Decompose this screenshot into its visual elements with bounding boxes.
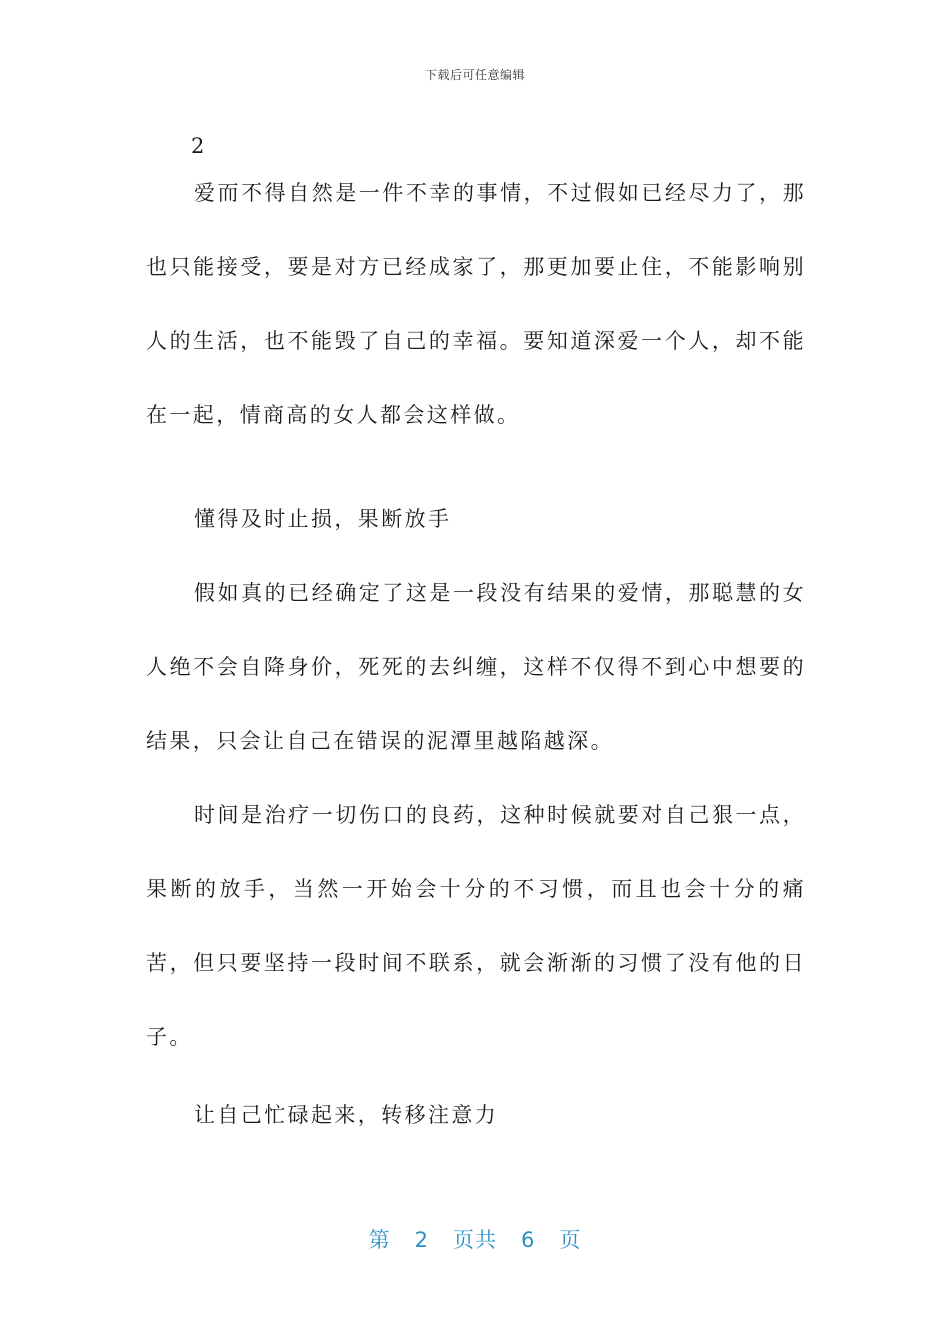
page-footer xyxy=(0,1224,950,1254)
paragraph-4: 时间是治疗一切伤口的良药，这种时候就要对自己狠一点，果断的放手，当然一开始会十分的不习惯，而且也会十分的痛苦，但只要坚持一段时间不联系，就会渐渐的习惯了没有他的日子。 xyxy=(146,803,806,1049)
paragraph-2-heading: 懂得及时止损，果断放手 xyxy=(194,507,452,531)
footer-middle: 页共 xyxy=(453,1228,497,1252)
paragraph-5-heading: 让自己忙碌起来，转移注意力 xyxy=(194,1103,499,1127)
footer-current-page: 2 xyxy=(414,1228,429,1252)
footer-suffix: 页 xyxy=(559,1228,582,1252)
paragraph-3: 假如真的已经确定了这是一段没有结果的爱情，那聪慧的女人绝不会自降身价，死死的去纠缠，这样不仅得不到心中想要的结果，只会让自己在错误的泥潭里越陷越深。 xyxy=(146,581,806,753)
header-note: 下载后可任意编辑 xyxy=(424,68,525,82)
paragraph-1: 爱而不得自然是一件不幸的事情，不过假如已经尽力了，那也只能接受，要是对方已经成家了，那更加要止住，不能影响别人的生活，也不能毁了自己的幸福。要知道深爱一个人，却不能在一起，情商高的女人都会这样做。 xyxy=(146,181,806,427)
footer-total-pages: 6 xyxy=(521,1228,536,1252)
section-marker: 2 xyxy=(191,134,205,158)
footer-prefix: 第 xyxy=(368,1228,391,1252)
